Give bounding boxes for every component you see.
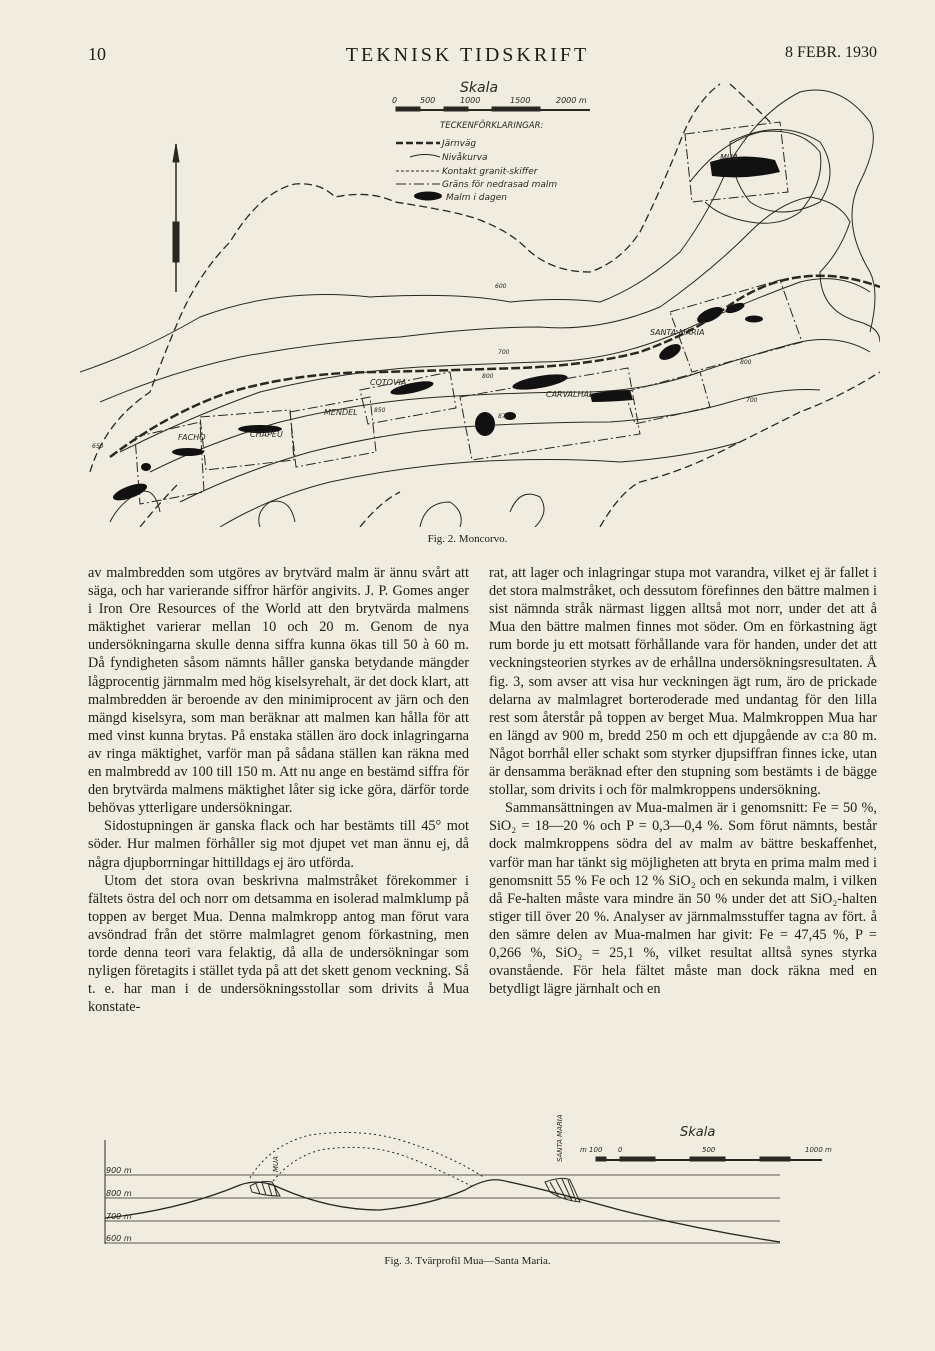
- figure-2-caption: Fig. 2. Moncorvo.: [427, 533, 508, 545]
- contour-700: 700: [498, 349, 510, 356]
- profile-tick-1: 0: [618, 1146, 623, 1154]
- legend-contour: Nivåkurva: [442, 153, 488, 163]
- contour-800: 800: [482, 373, 494, 380]
- issue-date: 8 FEBR. 1930: [784, 44, 877, 61]
- label-facho: FACHO: [178, 433, 206, 442]
- right-paragraph-1: rat, att lager och inlagringar stupa mot varandra, vilket ej är fallet i det stora malmstråket, och dessutom förefinnes den bättre malmen i sist nämnda stråk närmast liggen alltså mot norr, under det att å Mua den bättre malmen finnes mot söder. Om en förkastning ägt rum borde ju ett motsatt förhållande vara för handen, under det att veckningsteorien styrkes av de erhållna undersökningsresultaten. Å fig. 3, som avser att visa hur veckningen ägt rum, äro de prickade delarna av malmlagret borteroderade med undantag för den lilla rest som återstår på toppen av berget Mua. Malmkroppen Mua har en längd av 900 m, bredd 250 m och ett djupgående av c:a 80 m. Något borrhål eller schakt som styrker djupsiffran finnes icke, utan är densamma beräknad efter den stupning som bestämts i de bägge stollar, som drivits i och för malmkroppens undersökning.: [489, 565, 877, 799]
- north-arrow: [173, 144, 179, 292]
- contour-600: 600: [495, 283, 507, 290]
- label-santa-maria: SANTA MARIA: [650, 328, 705, 337]
- page-number: 10: [88, 44, 106, 64]
- legend-contact: Kontakt granit-skiffer: [442, 167, 538, 177]
- map-scale-title: Skala: [460, 80, 499, 96]
- scale-tick-1: 500: [420, 96, 436, 105]
- legend-railway: Järnväg: [442, 139, 477, 149]
- label-cotovia: COTOVIA: [370, 378, 407, 387]
- profile-scale-title: Skala: [680, 1125, 716, 1140]
- label-mendel: MENDEL: [324, 408, 358, 417]
- legend-title: TECKENFÖRKLARINGAR:: [440, 121, 544, 131]
- legend-ore-symbol: [414, 192, 442, 201]
- label-mua: MUA: [720, 153, 739, 162]
- level-700: 700 m: [106, 1212, 132, 1221]
- right-text-column: [489, 564, 877, 998]
- scale-tick-4: 2000 m: [556, 96, 587, 105]
- map-scale-bar: [396, 107, 590, 111]
- left-paragraph-1: av malmbredden som utgöres av brytvärd malm är ännu svårt att säga, och har varierande siffror härför angivits. J. P. Gomes anger i Iron Ore Resources of the World att den brytvärda malmens mäktighet varierar mellan 10 och 20 m. Genom de nya undersökningarna skulle denna siffra kunna ökas till 50 à 60 m. Då fyndigheten såsom nämnts håller ganska betydande mängder lågprocentig järnmalm med hög kiselsyrehalt, är det dock klart, att malmbredden är beroende av den minimiprocent av järn och den mängd kiselsyra, som man beräknar att malmen kan hålla för att med vinst kunna brytas. På enstaka ställen äro dock inlagringarna av ringa mäktighet, varför man på sådana ställen kan räkna med en malmbredd av 100 till 150 m. Att nu ange en bestämd siffra för den brytvärda malmens mäktighet låter sig icke göra, därför torde behövas ytterligare undersökningar.: [88, 565, 469, 817]
- right-paragraph-2: Sammansättningen av Mua-malmen är i genomsnitt: Fe = 50 %, SiO₂ = 18—20 % och P = 0,3—0,4 %. Som förut nämnts, består dock malmkroppens södra del av malm av bättre beskaffenhet, varför man har tänkt sig möjligheten att bryta en prima malm med i genomsnitt 55 % Fe och 12 % SiO₂ och en sekunda malm, i vilken då Fe-halten måste vara mindre än 50 % under det att SiO₂-halten stiger till över 20 %. Analyser av järnmalmsstuffer tagna av fört. å den sämre delen av Mua-malmen har givit: Fe = 47,45 %, P = 0,266 %, SiO₂ = 25,1 %, vilket resultat alltså synes styrka ovanstående. För hela fältet måste man dock räkna med en betydligt lägre järnhalt och en: [489, 800, 877, 998]
- left-text-column: [88, 564, 469, 1016]
- contour-700-east: 700: [746, 397, 758, 404]
- peak-mua: MUA: [272, 1156, 280, 1172]
- contour-875: 875: [498, 413, 510, 420]
- scale-tick-0: 0: [392, 96, 398, 105]
- left-paragraph-3: Utom det stora ovan beskrivna malmstråket förekommer i fältets östra del och norr om detsamma en isolerad malmklump på toppen av berget Mua. Denna malmkropp antog man förut vara avsöndrad från det större malmlagret genom förkastning, men torde denna teori vara felaktig, då alla de undersökningar som nyligen företagits i stället tyda på att det skett genom veckning. Så t. e. har man i de undersökningsstollar som drivits å Mua konstate-: [88, 872, 469, 1016]
- scale-tick-2: 1000: [460, 96, 481, 105]
- profile-tick-0: m 100: [580, 1146, 603, 1154]
- level-900: 900 m: [106, 1166, 132, 1175]
- legend-ore: Malm i dagen: [446, 193, 507, 203]
- profile-tick-2: 500: [702, 1146, 716, 1154]
- cross-profile: [100, 1110, 880, 1250]
- contour-800-east: 800: [740, 359, 752, 366]
- scale-tick-3: 1500: [510, 96, 531, 105]
- page-header: [0, 44, 935, 68]
- profile-tick-3: 1000 m: [805, 1146, 832, 1154]
- legend-boundary: Gräns för nedrasad malm: [442, 180, 558, 190]
- contour-850: 850: [374, 407, 386, 414]
- peak-santa-maria: SANTA MARIA: [556, 1114, 564, 1162]
- figure-3-caption: Fig. 3. Tvärprofil Mua—Santa Maria.: [384, 1255, 551, 1267]
- left-paragraph-2: Sidostupningen är ganska flack och har bestämts till 45° mot söder. Hur malmen förhåller sig mot djupet vet man ännu ej, då några djupborrningar hittilldags ej äro utförda.: [88, 818, 469, 871]
- moncorvo-map: [80, 72, 880, 527]
- label-carvalhal: CARVALHAL: [546, 390, 594, 399]
- contour-650: 650: [92, 443, 104, 450]
- level-800: 800 m: [106, 1189, 132, 1198]
- level-600: 600 m: [106, 1234, 132, 1243]
- label-chapeu: CHAPEU: [250, 430, 283, 439]
- journal-title: TEKNISK TIDSKRIFT: [345, 44, 590, 66]
